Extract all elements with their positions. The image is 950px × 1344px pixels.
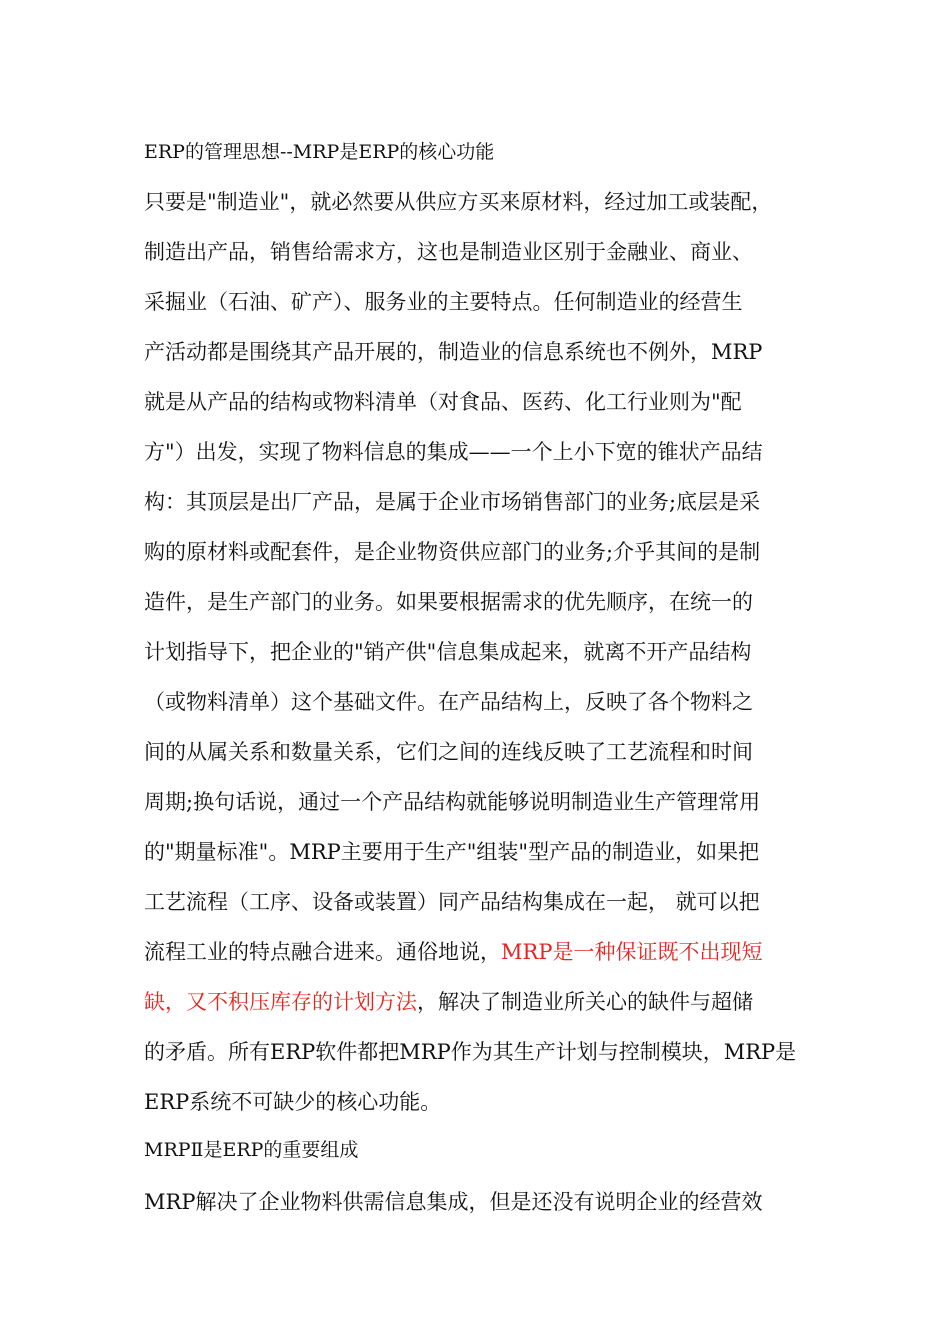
- paragraph-line-5: 就是从产品的结构或物料清单（对食品、医药、化工行业则为"配: [144, 390, 742, 414]
- paragraph-line-7: 构：其顶层是出厂产品，是属于企业市场销售部门的业务;底层是采: [144, 490, 761, 514]
- paragraph-line-9: 造件，是生产部门的业务。如果要根据需求的优先顺序，在统一的: [144, 590, 753, 614]
- paragraph-line-6: 方"）出发，实现了物料信息的集成——一个上小下宽的锥状产品结: [144, 440, 763, 464]
- paragraph-line-18: 的矛盾。所有ERP软件都把MRP作为其生产计划与控制模块，MRP是: [144, 1040, 797, 1064]
- paragraph-line-2: 制造出产品，销售给需求方，这也是制造业区别于金融业、商业、: [144, 240, 753, 264]
- section-heading-mrp2: MRPⅡ是ERP的重要组成: [144, 1139, 359, 1161]
- paragraph-line-10: 计划指导下，把企业的"销产供"信息集成起来，就离不开产品结构: [144, 640, 752, 664]
- paragraph-line-4: 产活动都是围绕其产品开展的，制造业的信息系统也不例外，MRP: [144, 340, 763, 364]
- paragraph-line-8: 购的原材料或配套件，是企业物资供应部门的业务;介乎其间的是制: [144, 540, 761, 564]
- highlighted-text: 缺，又不积压库存的计划方法: [144, 990, 417, 1014]
- paragraph2-line-1: MRP解决了企业物料供需信息集成，但是还没有说明企业的经营效: [144, 1190, 763, 1214]
- paragraph-line-14: 的"期量标准"。MRP主要用于生产"组装"型产品的制造业，如果把: [144, 840, 760, 864]
- paragraph-line-1: 只要是"制造业"，就必然要从供应方买来原材料，经过加工或装配，: [144, 190, 773, 214]
- paragraph-line-11: （或物料清单）这个基础文件。在产品结构上，反映了各个物料之: [144, 690, 753, 714]
- paragraph-line-19: ERP系统不可缺少的核心功能。: [144, 1090, 442, 1114]
- highlighted-text: MRP是一种保证既不出现短: [501, 940, 763, 964]
- paragraph-line-3: 采掘业（石油、矿产）、服务业的主要特点。任何制造业的经营生: [144, 290, 743, 314]
- paragraph-line-17: [144, 989, 753, 1015]
- line-16-text: 流程工业的特点融合进来。通俗地说，: [144, 940, 501, 964]
- line-17-text: ，解决了制造业所关心的缺件与超储: [417, 990, 753, 1014]
- paragraph-line-12: 间的从属关系和数量关系，它们之间的连线反映了工艺流程和时间: [144, 740, 753, 764]
- paragraph-line-16: [144, 939, 762, 965]
- paragraph-line-13: 周期;换句话说，通过一个产品结构就能够说明制造业生产管理常用: [144, 790, 761, 814]
- paragraph-line-15: 工艺流程（工序、设备或装置）同产品结构集成在一起， 就可以把: [144, 890, 760, 914]
- section-heading-erp-management: ERP的管理思想--MRP是ERP的核心功能: [144, 141, 495, 163]
